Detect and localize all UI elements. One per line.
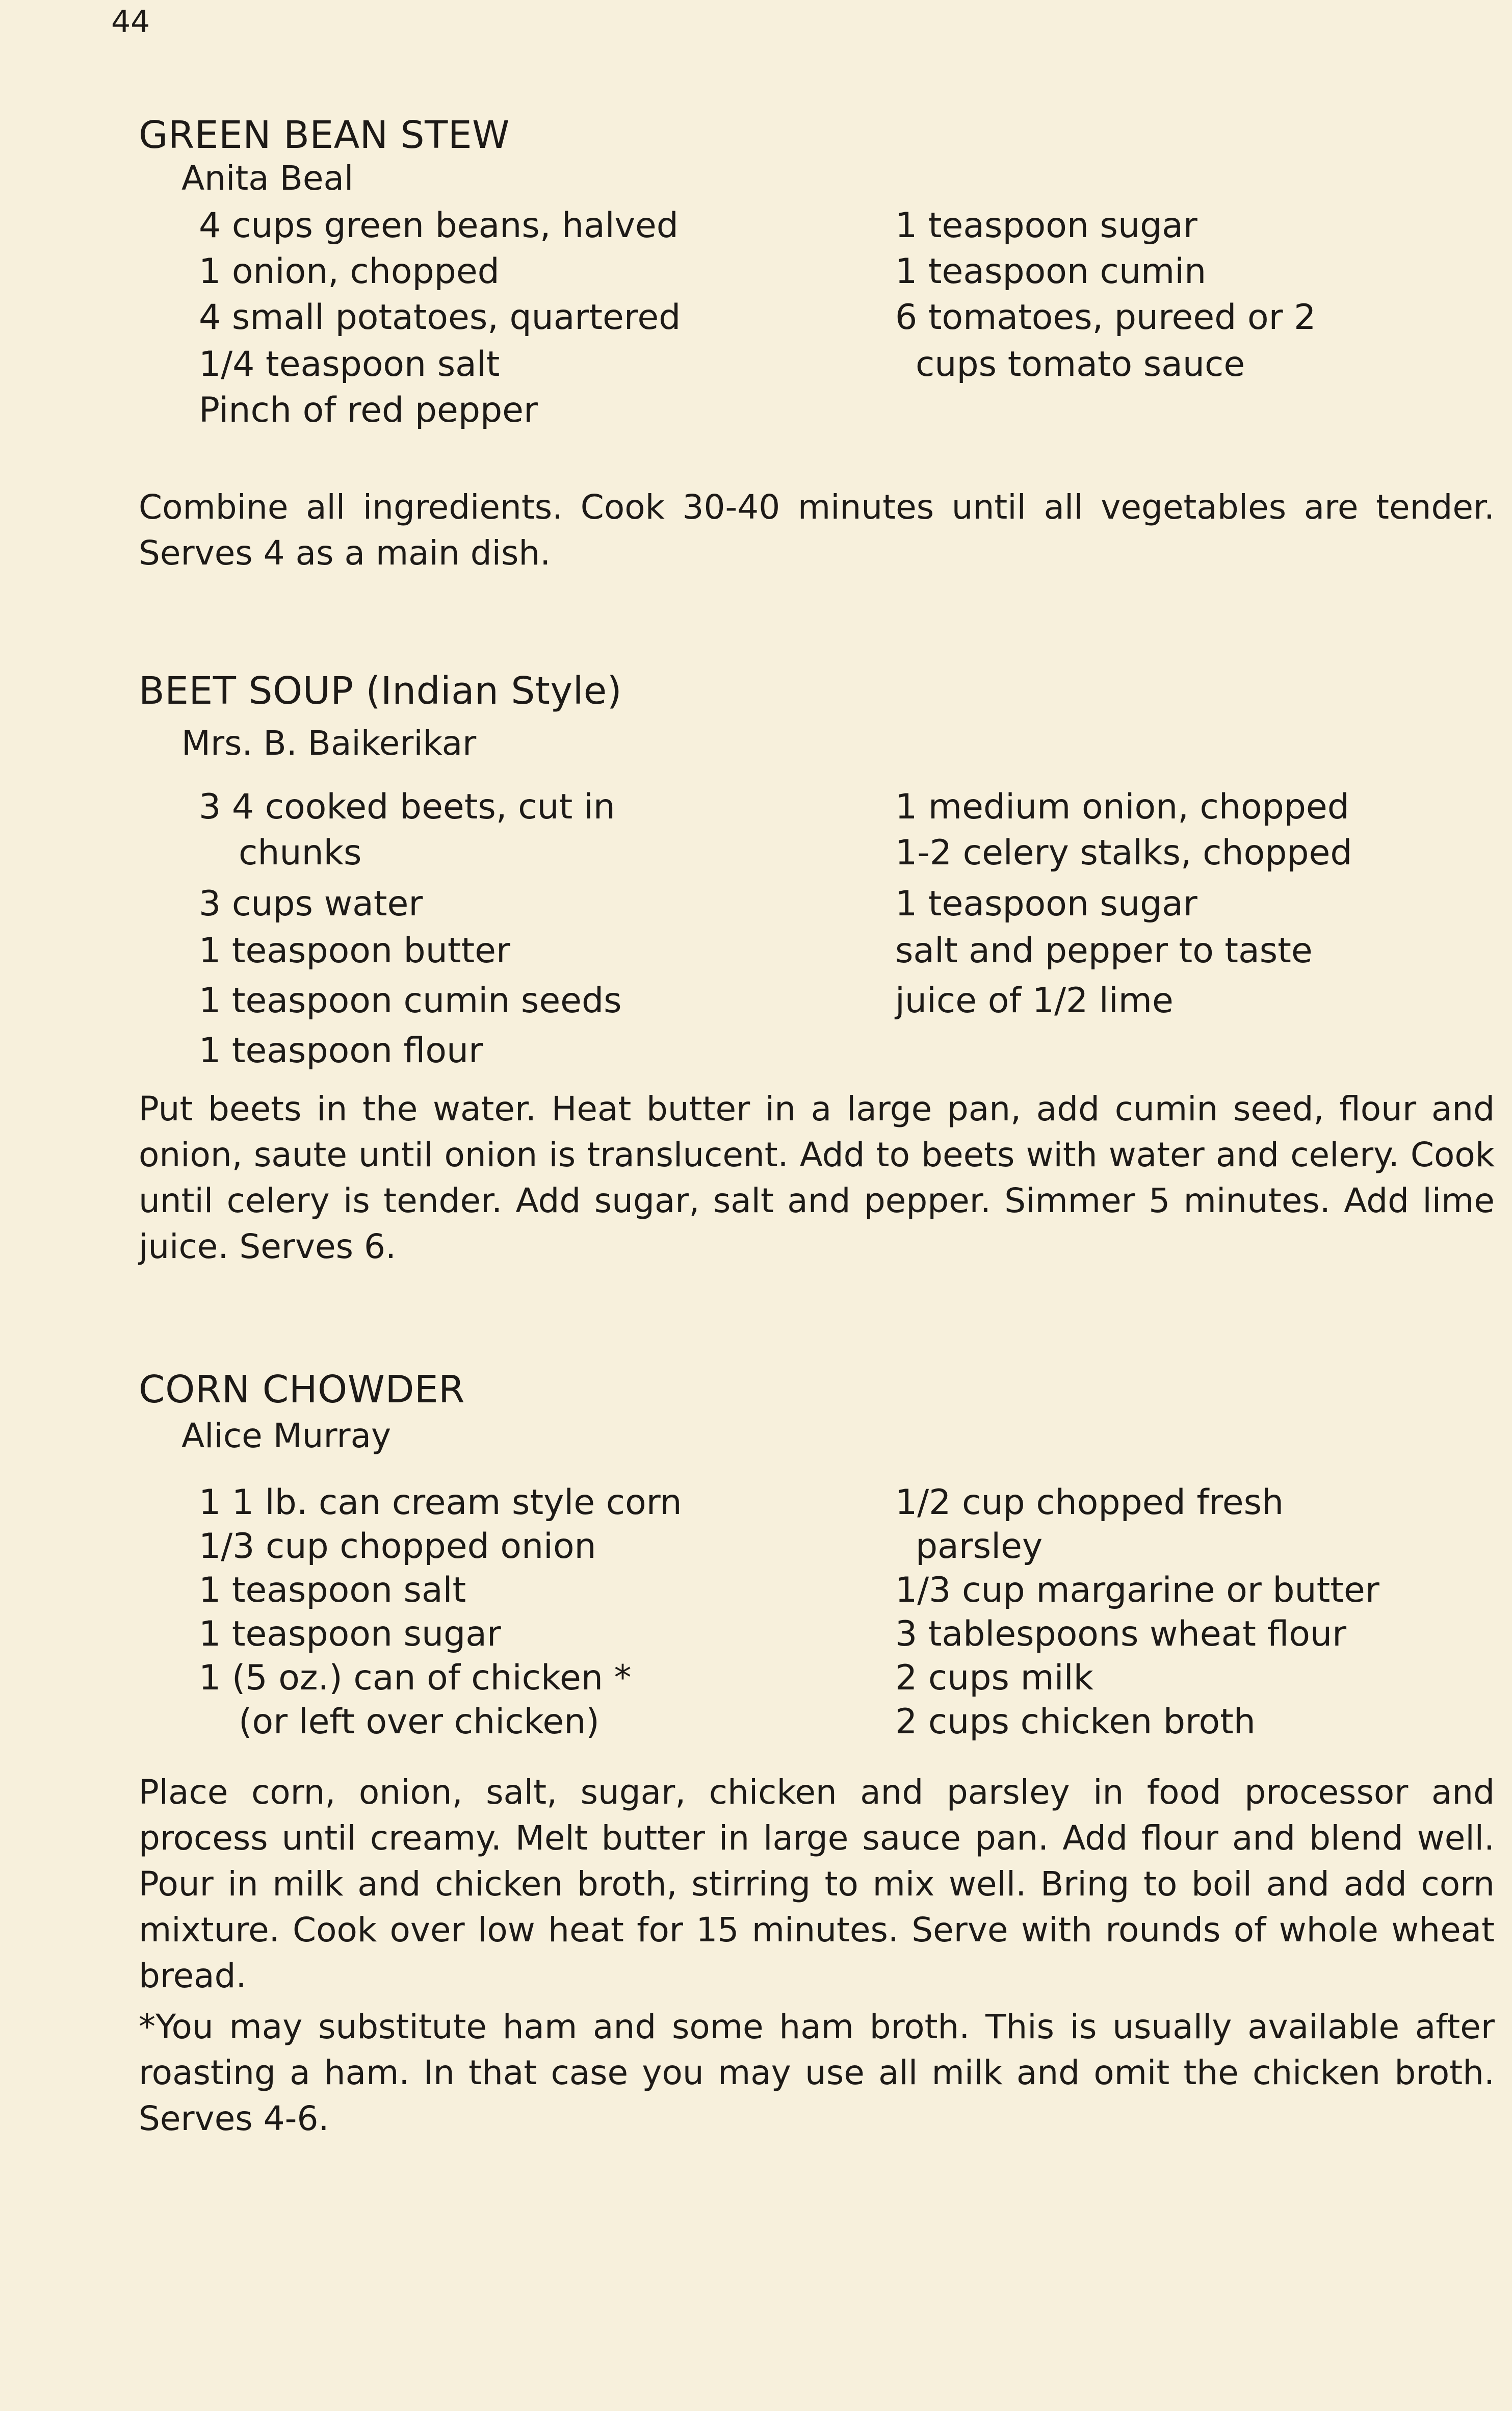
recipe-title: GREEN BEAN STEW bbox=[139, 113, 510, 157]
recipe-title: CORN CHOWDER bbox=[139, 1368, 465, 1412]
ingredient-item: 1 (5 oz.) can of chicken * bbox=[199, 1658, 632, 1698]
ingredient-item: Pinch of red pepper bbox=[199, 390, 538, 430]
recipe-directions: Place corn, onion, salt, sugar, chicken and parsley in food processor and process until creamy. Melt butter in large sauce pan. Add flour and blend well. Pour in milk and chicken broth, stirring to mix well. Bring to boil and add corn mixture. Cook over low heat for 15 minutes. Serve with rounds of whole wheat bread. bbox=[139, 1773, 1495, 1995]
ingredient-item: 1 teaspoon salt bbox=[199, 1570, 466, 1610]
ingredient-item: chunks bbox=[239, 833, 362, 873]
ingredient-item: 1 teaspoon sugar bbox=[199, 1614, 501, 1654]
ingredient-item: 1/3 cup margarine or butter bbox=[895, 1570, 1379, 1610]
ingredient-item: juice of 1/2 lime bbox=[895, 981, 1174, 1021]
recipe-author: Mrs. B. Baikerikar bbox=[181, 724, 477, 763]
recipe-author: Anita Beal bbox=[181, 159, 354, 198]
ingredient-item: 1-2 celery stalks, chopped bbox=[895, 833, 1352, 873]
ingredient-item: cups tomato sauce bbox=[916, 344, 1245, 384]
ingredient-item: 2 cups chicken broth bbox=[895, 1702, 1256, 1742]
ingredient-item: 1 teaspoon butter bbox=[199, 931, 510, 971]
recipe-title: BEET SOUP (Indian Style) bbox=[139, 669, 622, 713]
ingredient-item: 2 cups milk bbox=[895, 1658, 1093, 1698]
ingredient-item: 1 teaspoon sugar bbox=[895, 884, 1197, 924]
ingredient-item: 1 medium onion, chopped bbox=[895, 787, 1349, 827]
ingredient-item: 1 teaspoon sugar bbox=[895, 206, 1197, 246]
ingredient-item: parsley bbox=[916, 1526, 1043, 1567]
ingredient-item: 1/4 teaspoon salt bbox=[199, 344, 500, 384]
ingredient-item: 1 onion, chopped bbox=[199, 251, 500, 292]
ingredient-item: 4 cups green beans, halved bbox=[199, 206, 679, 246]
ingredient-item: 4 small potatoes, quartered bbox=[199, 297, 681, 338]
recipe-directions: Put beets in the water. Heat butter in a large pan, add cumin seed, flour and onion, saute until onion is translucent. Add to beets with water and celery. Cook until celery is tender. Add sugar, salt and pepper. Simmer 5 minutes. Add lime juice. Serves 6. bbox=[139, 1089, 1495, 1266]
ingredient-item: salt and pepper to taste bbox=[895, 931, 1313, 971]
ingredient-item: 1/3 cup chopped onion bbox=[199, 1526, 596, 1567]
ingredient-item: 1/2 cup chopped fresh bbox=[895, 1482, 1284, 1523]
recipe-author: Alice Murray bbox=[181, 1416, 392, 1455]
ingredient-item: 3 tablespoons wheat flour bbox=[895, 1614, 1347, 1654]
ingredient-item: 6 tomatoes, pureed or 2 bbox=[895, 297, 1316, 338]
ingredient-item: 1 teaspoon cumin bbox=[895, 251, 1207, 292]
recipe-note: *You may substitute ham and some ham broth. This is usually available after roasting a ham. In that case you may use all milk and omit the chicken broth. Serves 4-6. bbox=[139, 2007, 1495, 2138]
ingredient-item: 1 1 lb. can cream style corn bbox=[199, 1482, 682, 1523]
ingredient-item: 3 cups water bbox=[199, 884, 423, 924]
ingredient-item: 1 teaspoon flour bbox=[199, 1031, 483, 1071]
recipe-directions: Combine all ingredients. Cook 30-40 minutes until all vegetables are tender. Serves 4 as a main dish. bbox=[139, 488, 1495, 573]
ingredient-item: 3 4 cooked beets, cut in bbox=[199, 787, 615, 827]
page-number: 44 bbox=[111, 4, 150, 40]
ingredient-item: 1 teaspoon cumin seeds bbox=[199, 981, 622, 1021]
ingredient-item: (or left over chicken) bbox=[239, 1702, 599, 1742]
